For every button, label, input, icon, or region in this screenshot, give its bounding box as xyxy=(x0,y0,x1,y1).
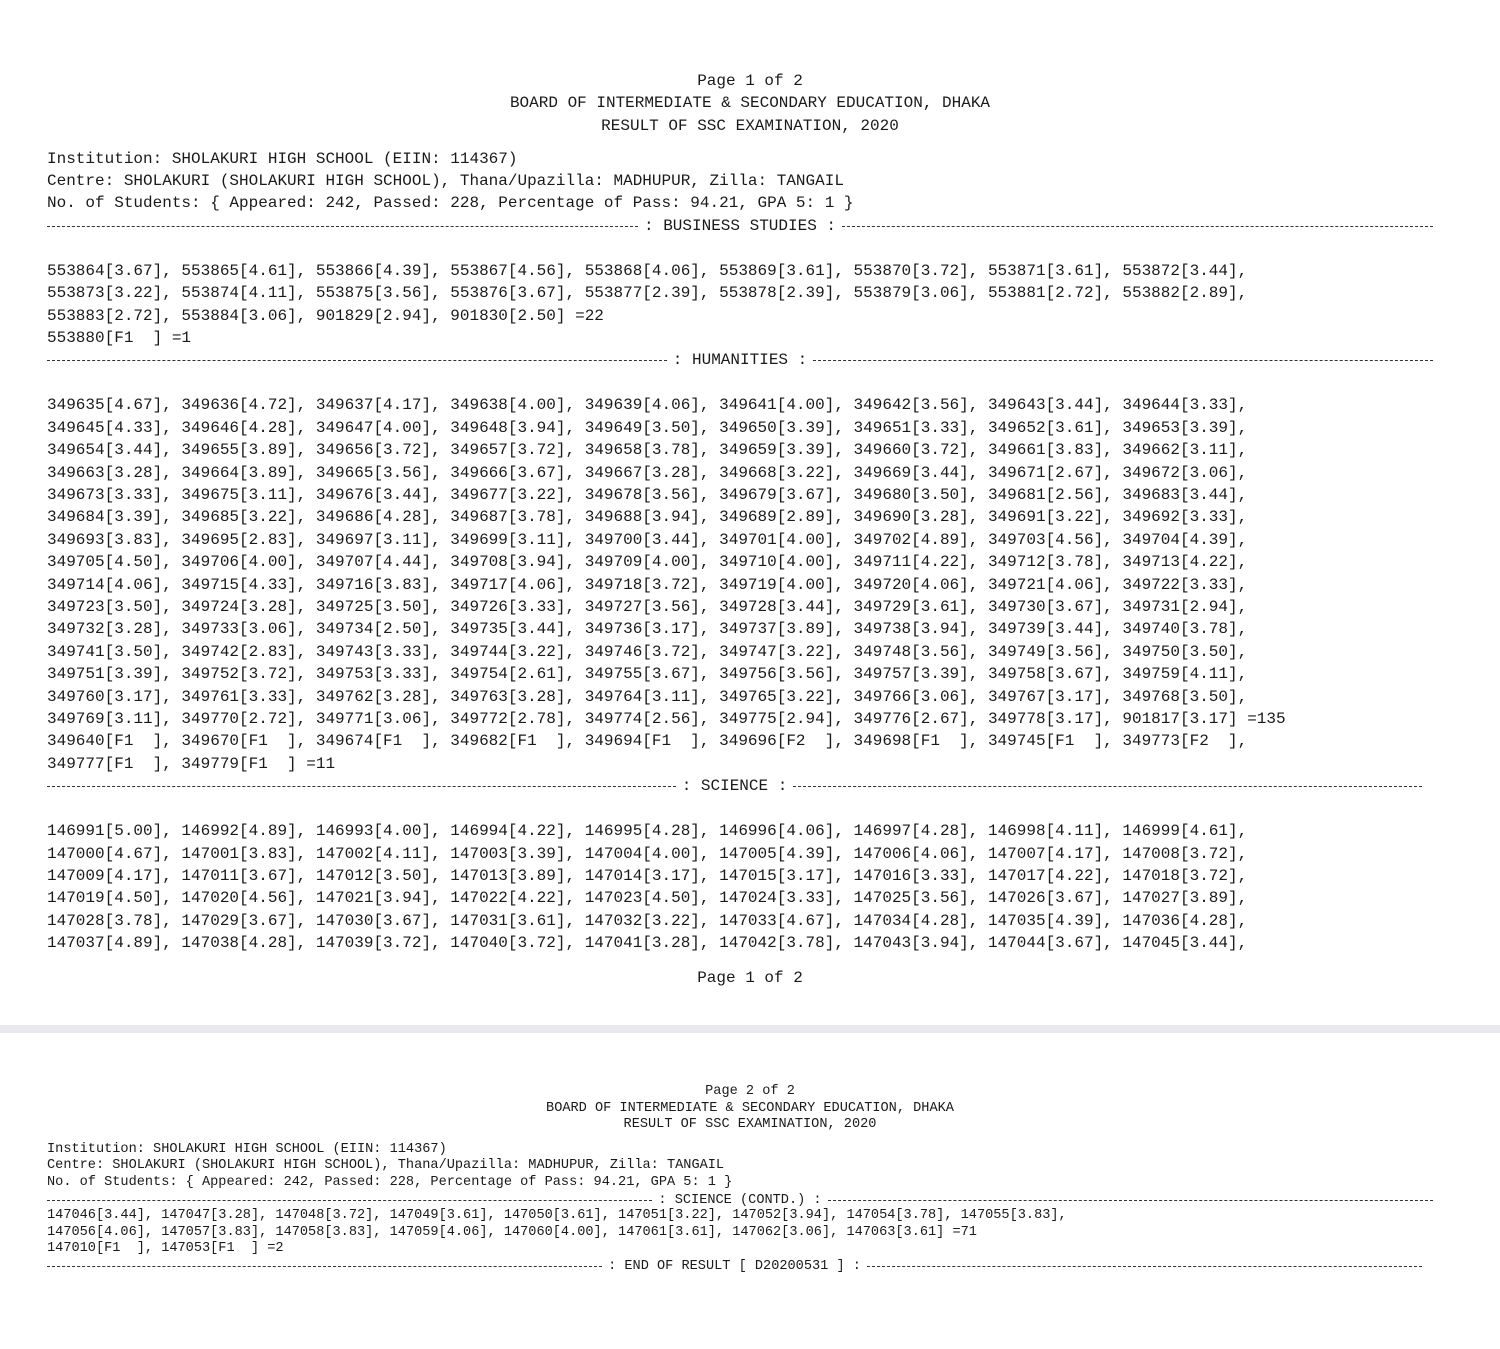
result-line: 349732[3.28], 349733[3.06], 349734[2.50], 349735[3.44], 349736[3.17], 349737[3.89], 349738[3.94], 349739[3.44], 349740[3.78], xyxy=(47,620,1248,638)
page-number-footer: Page 1 of 2 xyxy=(697,969,803,987)
section-divider-science xyxy=(47,775,1422,797)
divider-dash xyxy=(47,786,676,787)
failed-line: 349640[F1 ], 349670[F1 ], 349674[F1 ], 349682[F1 ], 349694[F1 ], 349696[F2 ], 349698[F1 ], 349745[F1 ], 349773[F2 ], xyxy=(47,732,1248,750)
result-line: 147037[4.89], 147038[4.28], 147039[3.72], 147040[3.72], 147041[3.28], 147042[3.78], 147043[3.94], 147044[3.67], 147045[3.44], xyxy=(47,934,1248,952)
students-line: No. of Students: { Appeared: 242, Passed: 228, Percentage of Pass: 94.21, GPA 5: 1 } xyxy=(47,194,854,212)
divider-dash xyxy=(813,360,1433,361)
result-line: 147056[4.06], 147057[3.83], 147058[3.83], 147059[4.06], 147060[4.00], 147061[3.61], 147062[3.06], 147063[3.61] =71 xyxy=(47,1225,977,1240)
result-line: 349760[3.17], 349761[3.33], 349762[3.28], 349763[3.28], 349764[3.11], 349765[3.22], 349766[3.06], 349767[3.17], 349768[3.50], xyxy=(47,688,1248,706)
result-line: 349654[3.44], 349655[3.89], 349656[3.72], 349657[3.72], 349658[3.78], 349659[3.39], 349660[3.72], 349661[3.83], 349662[3.11], xyxy=(47,441,1248,459)
result-line: 553873[3.22], 553874[4.11], 553875[3.56], 553876[3.67], 553877[2.39], 553878[2.39], 553879[3.06], 553881[2.72], 553882[2.89], xyxy=(47,284,1248,302)
result-page-2 xyxy=(0,1033,1500,1349)
end-of-result-divider xyxy=(47,1258,1422,1275)
failed-line: 553880[F1 ] =1 xyxy=(47,329,192,347)
exam-title: RESULT OF SSC EXAMINATION, 2020 xyxy=(601,117,899,135)
page-number-header: Page 1 of 2 xyxy=(697,72,803,90)
divider-dash xyxy=(793,786,1422,787)
result-line: 349693[3.83], 349695[2.83], 349697[3.11], 349699[3.11], 349700[3.44], 349701[4.00], 349702[4.89], 349703[4.56], 349704[4.39], xyxy=(47,531,1248,549)
centre-line: Centre: SHOLAKURI (SHOLAKURI HIGH SCHOOL), Thana/Upazilla: MADHUPUR, Zilla: TANGAIL xyxy=(47,172,844,190)
section-title-science-contd: : SCIENCE (CONTD.) : xyxy=(658,1192,822,1208)
section-title-humanities: : HUMANITIES : xyxy=(672,351,808,369)
result-line: 147019[4.50], 147020[4.56], 147021[3.94], 147022[4.22], 147023[4.50], 147024[3.33], 147025[3.56], 147026[3.67], 147027[3.89], xyxy=(47,889,1248,907)
result-line: 349663[3.28], 349664[3.89], 349665[3.56], 349666[3.67], 349667[3.28], 349668[3.22], 349669[3.44], 349671[2.67], 349672[3.06], xyxy=(47,464,1248,482)
result-line: 553864[3.67], 553865[4.61], 553866[4.39], 553867[4.56], 553868[4.06], 553869[3.61], 553870[3.72], 553871[3.61], 553872[3.44], xyxy=(47,262,1248,280)
result-line: 349723[3.50], 349724[3.28], 349725[3.50], 349726[3.33], 349727[3.56], 349728[3.44], 349729[3.61], 349730[3.67], 349731[2.94], xyxy=(47,598,1248,616)
board-title: BOARD OF INTERMEDIATE & SECONDARY EDUCATION, DHAKA xyxy=(546,1101,954,1116)
divider-dash xyxy=(47,360,667,361)
result-line: 147046[3.44], 147047[3.28], 147048[3.72], 147049[3.61], 147050[3.61], 147051[3.22], 147052[3.94], 147054[3.78], 147055[3.83], xyxy=(47,1208,1067,1223)
divider-dash xyxy=(842,226,1433,227)
institution-line: Institution: SHOLAKURI HIGH SCHOOL (EIIN: 114367) xyxy=(47,150,518,168)
institution-line: Institution: SHOLAKURI HIGH SCHOOL (EIIN: 114367) xyxy=(47,1142,447,1157)
failed-line: 349777[F1 ], 349779[F1 ] =11 xyxy=(47,755,336,773)
end-of-result-label: : END OF RESULT [ D20200531 ] : xyxy=(608,1258,861,1274)
result-line: 349645[4.33], 349646[4.28], 349647[4.00], 349648[3.94], 349649[3.50], 349650[3.39], 349651[3.33], 349652[3.61], 349653[3.39], xyxy=(47,419,1248,437)
result-line: 147028[3.78], 147029[3.67], 147030[3.67], 147031[3.61], 147032[3.22], 147033[4.67], 147034[4.28], 147035[4.39], 147036[4.28], xyxy=(47,912,1248,930)
divider-dash xyxy=(47,1266,602,1267)
section-title-business: : BUSINESS STUDIES : xyxy=(643,217,837,235)
page-number-header: Page 2 of 2 xyxy=(705,1084,795,1099)
divider-dash xyxy=(867,1266,1422,1267)
divider-dash xyxy=(47,1200,652,1201)
result-line: 349705[4.50], 349706[4.00], 349707[4.44], 349708[3.94], 349709[4.00], 349710[4.00], 349711[4.22], 349712[3.78], 349713[4.22], xyxy=(47,553,1248,571)
section-divider-humanities xyxy=(47,349,1433,371)
result-line: 349741[3.50], 349742[2.83], 349743[3.33], 349744[3.22], 349746[3.72], 349747[3.22], 349748[3.56], 349749[3.56], 349750[3.50], xyxy=(47,643,1248,661)
divider-dash xyxy=(828,1200,1433,1201)
section-divider-business xyxy=(47,215,1433,237)
centre-line: Centre: SHOLAKURI (SHOLAKURI HIGH SCHOOL), Thana/Upazilla: MADHUPUR, Zilla: TANGAIL xyxy=(47,1158,725,1173)
section-title-science: : SCIENCE : xyxy=(681,777,788,795)
exam-title: RESULT OF SSC EXAMINATION, 2020 xyxy=(623,1117,877,1132)
result-line: 349769[3.11], 349770[2.72], 349771[3.06], 349772[2.78], 349774[2.56], 349775[2.94], 349776[2.67], 349778[3.17], 901817[3.17] =135 xyxy=(47,710,1286,728)
result-line: 349635[4.67], 349636[4.72], 349637[4.17], 349638[4.00], 349639[4.06], 349641[4.00], 349642[3.56], 349643[3.44], 349644[3.33], xyxy=(47,396,1248,414)
students-line: No. of Students: { Appeared: 242, Passed: 228, Percentage of Pass: 94.21, GPA 5: 1 } xyxy=(47,1175,733,1190)
divider-dash xyxy=(47,226,638,227)
board-title: BOARD OF INTERMEDIATE & SECONDARY EDUCATION, DHAKA xyxy=(509,94,991,112)
result-line: 349684[3.39], 349685[3.22], 349686[4.28], 349687[3.78], 349688[3.94], 349689[2.89], 349690[3.28], 349691[3.22], 349692[3.33], xyxy=(47,508,1248,526)
result-line: 146991[5.00], 146992[4.89], 146993[4.00], 146994[4.22], 146995[4.28], 146996[4.06], 146997[4.28], 146998[4.11], 146999[4.61], xyxy=(47,822,1248,840)
result-line: 147000[4.67], 147001[3.83], 147002[4.11], 147003[3.39], 147004[4.00], 147005[4.39], 147006[4.06], 147007[4.17], 147008[3.72], xyxy=(47,845,1248,863)
failed-line: 147010[F1 ], 147053[F1 ] =2 xyxy=(47,1241,284,1256)
result-line: 553883[2.72], 553884[3.06], 901829[2.94], 901830[2.50] =22 xyxy=(47,307,604,325)
section-divider-science-contd xyxy=(47,1192,1433,1209)
result-line: 349751[3.39], 349752[3.72], 349753[3.33], 349754[2.61], 349755[3.67], 349756[3.56], 349757[3.39], 349758[3.67], 349759[4.11], xyxy=(47,665,1248,683)
result-line: 349714[4.06], 349715[4.33], 349716[3.83], 349717[4.06], 349718[3.72], 349719[4.00], 349720[4.06], 349721[4.06], 349722[3.33], xyxy=(47,576,1248,594)
result-line: 349673[3.33], 349675[3.11], 349676[3.44], 349677[3.22], 349678[3.56], 349679[3.67], 349680[3.50], 349681[2.56], 349683[3.44], xyxy=(47,486,1248,504)
result-line: 147009[4.17], 147011[3.67], 147012[3.50], 147013[3.89], 147014[3.17], 147015[3.17], 147016[3.33], 147017[4.22], 147018[3.72], xyxy=(47,867,1248,885)
